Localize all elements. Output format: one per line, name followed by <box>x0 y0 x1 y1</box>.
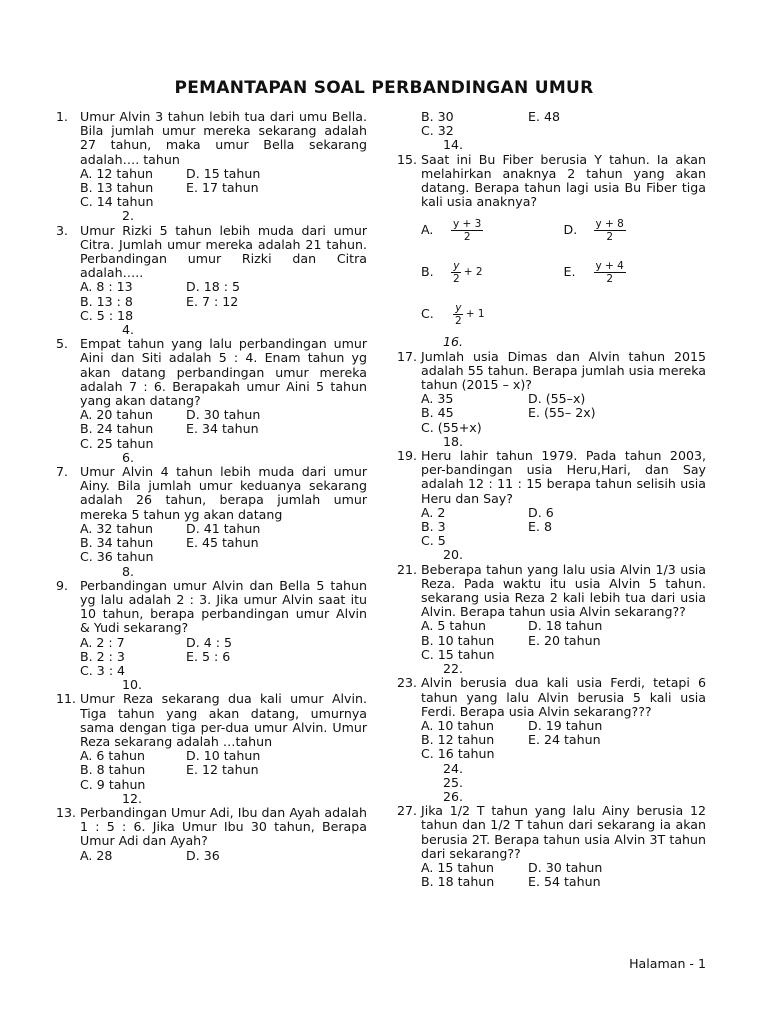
left-column <box>56 110 367 863</box>
fraction-addend: + 1 <box>465 308 485 321</box>
options-3 <box>80 280 367 323</box>
question-21 <box>397 563 706 620</box>
question-number: 19. <box>397 448 418 464</box>
question-23 <box>397 676 706 719</box>
stray-number: 26. <box>443 788 464 804</box>
question-19 <box>397 449 706 506</box>
question-number: 15. <box>397 151 418 167</box>
question-5 <box>56 337 367 408</box>
options-17 <box>421 392 706 435</box>
question-text: Heru lahir tahun 1979. Pada tahun 2003, per-bandingan usia Heru,Hari, dan Say adalah 12 : 11 : 15 berapa tahun selisih usia Heru dan Say? <box>421 448 706 506</box>
options-9 <box>80 636 367 679</box>
option-e: E. 12 tahun <box>186 762 259 778</box>
stray-number: 25. <box>443 774 464 790</box>
option-e-label: E. <box>563 264 576 280</box>
option-c: C. 32 <box>421 123 454 139</box>
question-number: 21. <box>397 561 418 577</box>
stray-number: 2. <box>122 208 135 224</box>
option-a: A. 5 tahun <box>421 618 487 634</box>
question-number: 17. <box>397 348 418 364</box>
option-c: C. 15 tahun <box>421 646 495 662</box>
fraction-a <box>451 218 483 243</box>
option-d: D. 15 tahun <box>186 165 261 181</box>
option-e: E. 45 tahun <box>186 535 259 551</box>
options-23 <box>421 719 706 762</box>
options-1 <box>80 167 367 210</box>
stray-number: 22. <box>443 661 464 677</box>
option-a: A. 15 tahun <box>421 859 495 875</box>
question-text: Umur Alvin 4 tahun lebih muda dari umur Ainy. Bila jumlah umur keduanya sekarang adalah 26 tahun, berapa jumlah umur mereka 5 tahun yg akan datang <box>80 464 367 522</box>
question-1 <box>56 110 367 167</box>
options-13-continued <box>421 110 706 138</box>
option-e: E. 8 <box>528 519 552 535</box>
question-number: 27. <box>397 803 418 819</box>
option-a: A. 10 tahun <box>421 717 495 733</box>
question-text: Perbandingan Umur Adi, Ibu dan Ayah adalah 1 : 5 : 6. Jika Umur Ibu 30 tahun, Berapa Umur Adi dan Ayah? <box>80 804 367 849</box>
option-b: B. 34 tahun <box>80 535 154 551</box>
option-d: D. 41 tahun <box>186 520 261 536</box>
question-text: Jika 1/2 T tahun yang lalu Ainy berusia 12 tahun dan 1/2 T tahun dari sekarang ia akan berusia 2T. Berapa tahun usia Alvin 3T tahun dari sekarang?? <box>421 803 706 861</box>
question-3 <box>56 224 367 281</box>
option-d: D. 18 : 5 <box>186 279 240 295</box>
question-number: 11. <box>56 691 77 707</box>
denominator: 2 <box>455 314 462 327</box>
option-b: B. 12 tahun <box>421 732 495 748</box>
option-b: B. 18 tahun <box>421 874 495 890</box>
page-title: PEMANTAPAN SOAL PERBANDINGAN UMUR <box>174 78 594 98</box>
question-text: Umur Reza sekarang dua kali umur Alvin. Tiga tahun yang akan datang, umurnya sama dengan tiga per-dua umur Alvin. Umur Reza sekarang adalah …tahun <box>80 691 367 749</box>
question-text: Jumlah usia Dimas dan Alvin tahun 2015 adalah 55 tahun. Berapa jumlah usia mereka tahun (2015 – x)? <box>421 348 706 393</box>
option-e: E. 17 tahun <box>186 180 259 196</box>
option-b: B. 3 <box>421 519 446 535</box>
options-7 <box>80 522 367 565</box>
option-b: B. 13 tahun <box>80 180 154 196</box>
question-27 <box>397 804 706 861</box>
fraction-options-row-3 <box>421 293 706 335</box>
denominator: 2 <box>463 230 471 243</box>
option-e: E. 7 : 12 <box>186 293 239 309</box>
option-b: B. 45 <box>421 405 454 421</box>
page-footer: Halaman - 1 <box>629 956 706 971</box>
question-text: Umur Alvin 3 tahun lebih tua dari umu Bella. Bila jumlah umur mereka sekarang adalah 27 tahun, maka umur Bella sekarang adalah…. tahun <box>80 109 367 167</box>
option-e: E. (55– 2x) <box>528 405 596 421</box>
right-column <box>397 110 706 889</box>
numerator: y <box>455 301 462 314</box>
numerator: y <box>453 259 460 272</box>
numerator: y + 3 <box>453 217 482 230</box>
question-number: 3. <box>56 222 69 238</box>
fraction-d <box>594 218 626 243</box>
question-9 <box>56 579 367 636</box>
option-c: C. 36 tahun <box>80 549 154 565</box>
option-d: D. 18 tahun <box>528 618 603 634</box>
stray-number: 8. <box>122 563 135 579</box>
fraction-addend: + 2 <box>463 266 483 279</box>
options-11 <box>80 749 367 792</box>
option-d: D. 30 tahun <box>186 407 261 423</box>
option-c: C. 5 : 18 <box>80 307 134 323</box>
stray-number: 24. <box>443 760 464 776</box>
stray-number: 16. <box>443 334 464 350</box>
question-15 <box>397 153 706 210</box>
numerator: y + 4 <box>595 259 624 272</box>
stray-number: 10. <box>122 677 143 693</box>
option-c-label: C. <box>421 306 434 322</box>
option-a: A. 8 : 13 <box>80 279 133 295</box>
option-a: A. 6 tahun <box>80 748 146 764</box>
question-text: Umur Rizki 5 tahun lebih muda dari umur Citra. Jumlah umur mereka adalah 21 tahun. Perbandingan umur Rizki dan Citra adalah….. <box>80 222 367 281</box>
option-d: D. 4 : 5 <box>186 634 232 650</box>
options-19 <box>421 506 706 549</box>
stray-number: 18. <box>443 433 464 449</box>
denominator: 2 <box>453 272 460 285</box>
denominator: 2 <box>606 230 614 243</box>
question-number: 9. <box>56 577 69 593</box>
option-e: E. 5 : 6 <box>186 648 231 664</box>
option-c: C. 9 tahun <box>80 776 146 792</box>
option-a: A. 2 : 7 <box>80 634 125 650</box>
option-b: B. 30 <box>421 109 454 124</box>
option-c: C. 3 : 4 <box>80 662 126 678</box>
option-c: C. 25 tahun <box>80 435 154 451</box>
fraction-c <box>453 302 464 327</box>
options-21 <box>421 619 706 662</box>
stray-number: 20. <box>443 547 464 563</box>
option-b: B. 10 tahun <box>421 632 495 648</box>
question-text: Saat ini Bu Fiber berusia Y tahun. Ia akan melahirkan anaknya 2 tahun yang akan datang. Berapa tahun lagi usia Bu Fiber tiga kali usia anaknya? <box>421 151 706 210</box>
stray-number: 4. <box>122 322 135 338</box>
option-b: B. 2 : 3 <box>80 648 125 664</box>
option-a: A. 28 <box>80 847 113 863</box>
option-a: A. 12 tahun <box>80 165 154 181</box>
option-d: D. 19 tahun <box>528 717 603 733</box>
option-d: D. 30 tahun <box>528 859 603 875</box>
option-a: A. 20 tahun <box>80 407 154 423</box>
option-e: E. 24 tahun <box>528 732 601 748</box>
question-11 <box>56 692 367 749</box>
options-5 <box>80 408 367 451</box>
question-7 <box>56 465 367 522</box>
options-27 <box>421 861 706 889</box>
question-number: 1. <box>56 109 69 124</box>
stray-number: 12. <box>122 790 143 806</box>
stray-number: 14. <box>443 137 464 153</box>
question-17 <box>397 350 706 393</box>
option-c: C. 16 tahun <box>421 746 495 762</box>
denominator: 2 <box>606 272 614 285</box>
option-d-label: D. <box>563 222 578 238</box>
option-c: C. 14 tahun <box>80 194 154 210</box>
option-e: E. 34 tahun <box>186 421 259 437</box>
option-e: E. 48 <box>528 109 560 124</box>
question-13 <box>56 806 367 849</box>
question-text: Beberapa tahun yang lalu usia Alvin 1/3 usia Reza. Pada waktu itu usia Alvin 5 tahun. sekarang usia Reza 2 kali lebih tua dari usia Alvin. Berapa tahun usia Alvin sekarang?? <box>421 561 706 620</box>
question-text: Perbandingan umur Alvin dan Bella 5 tahun yg lalu adalah 2 : 3. Jika umur Alvin saat itu 10 tahun, berapa perbandingan umur Alvin & Yudi sekarang? <box>80 577 367 636</box>
option-c: C. 5 <box>421 533 446 549</box>
option-a: A. 2 <box>421 504 446 520</box>
options-13 <box>80 849 367 863</box>
question-text: Alvin berusia dua kali usia Ferdi, tetapi 6 tahun yang lalu Alvin berusia 5 kali usia Ferdi. Berapa usia Alvin sekarang??? <box>421 675 706 719</box>
question-number: 5. <box>56 336 69 352</box>
option-d: D. (55–x) <box>528 391 586 407</box>
option-e: E. 20 tahun <box>528 632 601 648</box>
question-number: 13. <box>56 804 77 820</box>
option-b: B. 8 tahun <box>80 762 146 778</box>
fraction-e <box>594 260 626 285</box>
option-b: B. 13 : 8 <box>80 293 133 309</box>
question-number: 23. <box>397 675 418 691</box>
question-text: Empat tahun yang lalu perbandingan umur Aini dan Siti adalah 5 : 4. Enam tahun yg akan datang perbandingan umur mereka adalah 7 : 6. Berapakah umur Aini 5 tahun yang akan datang? <box>80 336 367 409</box>
option-d: D. 10 tahun <box>186 748 261 764</box>
fraction-options-row-1 <box>421 209 706 251</box>
option-d: D. 6 <box>528 504 554 520</box>
option-a-label: A. <box>421 222 434 238</box>
option-a: A. 32 tahun <box>80 520 154 536</box>
option-b: B. 24 tahun <box>80 421 154 437</box>
option-c: C. (55+x) <box>421 419 482 435</box>
question-number: 7. <box>56 464 69 480</box>
option-a: A. 35 <box>421 391 454 407</box>
numerator: y + 8 <box>595 217 624 230</box>
option-b-label: B. <box>421 264 434 280</box>
option-d: D. 36 <box>186 847 220 863</box>
fraction-b <box>451 260 462 285</box>
stray-number: 6. <box>122 449 135 465</box>
fraction-options-row-2 <box>421 251 706 293</box>
option-e: E. 54 tahun <box>528 874 601 890</box>
